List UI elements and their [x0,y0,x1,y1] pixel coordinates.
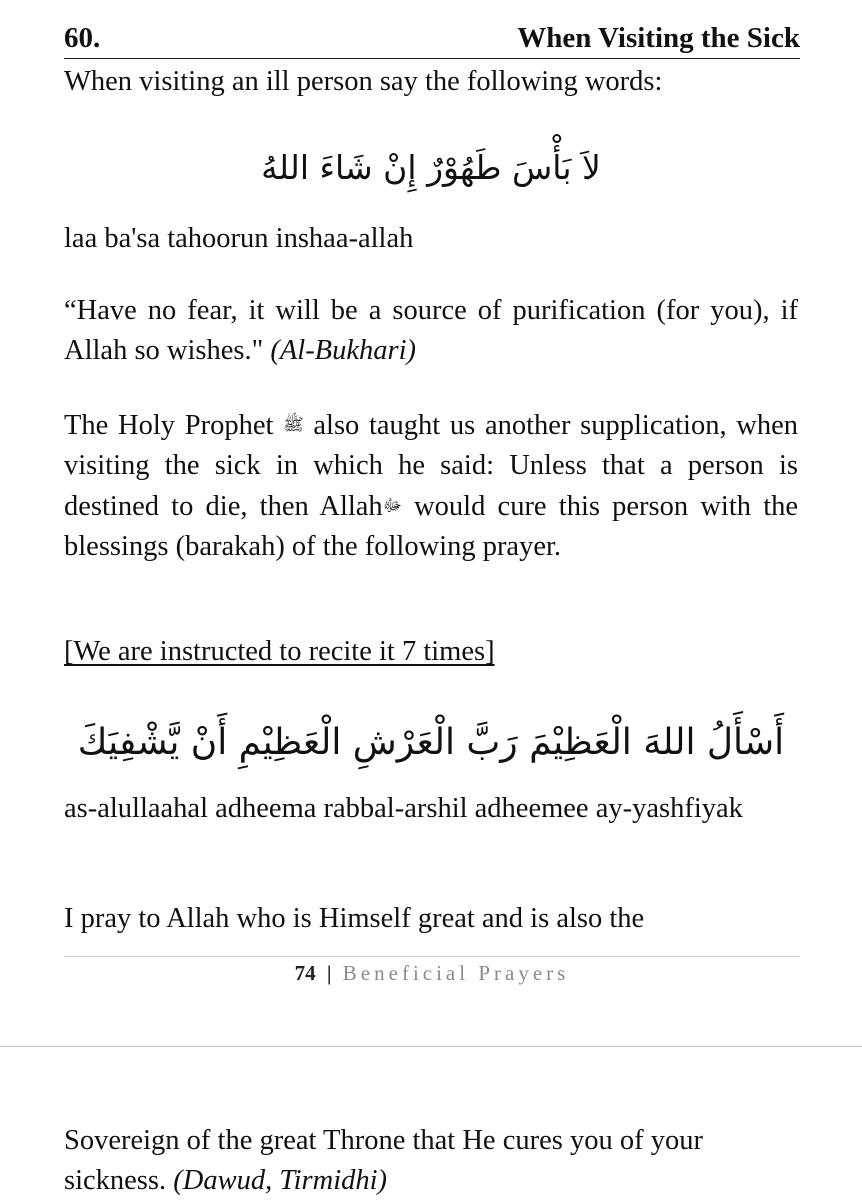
dua1-translation-text: “Have no fear, it will be a source of purification (for you), if Allah so wishes." [64,295,798,366]
paragraph-part2: also taught us another supplication, when visiting the sick in which he said: Unless that a person is destined to die, then Allah [64,410,799,522]
hadith-paragraph [64,405,798,567]
page-header [64,20,800,59]
book-title: Beneficial Prayers [342,961,570,985]
dua2-source: (Dawud, Tirmidhi) [173,1165,388,1196]
page-footer [64,958,800,988]
dua1-arabic: لاَ بَأْسَ طَهُوْرٌ إِنْ شَاءَ اللهُ [261,148,601,187]
dua2-translation-end-text: Sovereign of the great Throne that He cures you of your sickness. [64,1125,703,1196]
section-number: 60. [64,22,101,54]
intro-text: When visiting an ill person say the following words: [64,66,663,97]
footer-rule [64,956,800,957]
dua2-translation-start: I pray to Allah who is Himself great and is also the [64,903,645,934]
dua1-source: (Al-Bukhari) [270,335,416,366]
dua1-translation [64,291,798,371]
dua2-arabic: أَسْأَلُ اللهَ الْعَظِيْمَ رَبَّ الْعَرْشِ الْعَظِيْمِ أَنْ يَّشْفِيَكَ [77,722,785,763]
footer-separator: | [326,961,332,985]
section-title: When Visiting the Sick [517,22,800,54]
dua2-translation-end [64,1121,798,1201]
instruction-line [64,632,798,672]
page-break-divider [0,1046,862,1047]
paragraph-part3: would cure this person with the blessings (barakah) of the following prayer. [64,491,799,562]
dua1-transliteration: laa ba'sa tahoorun inshaa-allah [64,223,414,254]
jalla-jalaluhu-honorific: ﷻ [382,496,402,516]
salawat-honorific: ﷺ [283,415,304,435]
instruction-text: [We are instructed to recite it 7 times] [64,636,495,667]
page-number: 74 [294,961,316,985]
dua2-transliteration: as-alullaahal adheema rabbal-arshil adheemee ay-yashfiyak [64,793,743,824]
paragraph-part1: The Holy Prophet [64,410,274,441]
